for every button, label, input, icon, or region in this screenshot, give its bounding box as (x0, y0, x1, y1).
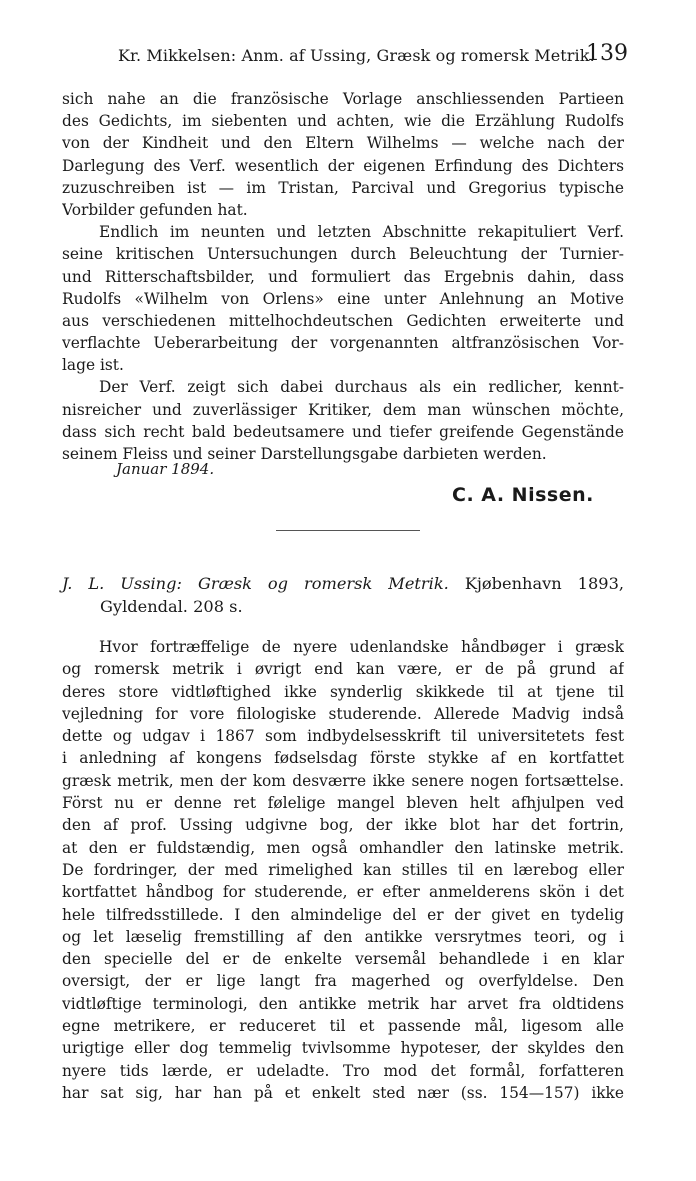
heading-title: Græsk og romersk Metrik. (197, 574, 449, 593)
text-line: Darlegung des Verf. wesentlich der eigenen Erfindung des Dichters (62, 156, 624, 175)
text-line: dass sich recht bald bedeutsamere und tiefer greifende Gegenstände (62, 422, 624, 441)
text-line: i anledning af kongens fødselsdag förste stykke af en kortfattet (62, 749, 624, 768)
text-line: De fordringer, der med rimelighed kan stilles til en lærebog eller (62, 860, 624, 879)
text-line: oversigt, der er lige langt fra magerhed og overfyldelse. Den (62, 972, 624, 991)
text-line: Rudolfs «Wilhelm von Orlens» eine unter Anlehnung an Motive (62, 289, 624, 308)
text-line: hele tilfredsstillede. I den almindelige del er der givet en tydelig (62, 905, 624, 924)
review-date: Januar 1894. (116, 460, 215, 478)
text-line: des Gedichts, im siebenten und achten, wie die Erzählung Rudolfs (62, 112, 624, 131)
page-number: 139 (586, 41, 628, 66)
heading-place: Kjøbenhavn 1893, (464, 574, 625, 593)
text-line: den af prof. Ussing udgivne bog, der ikke blot har det fortrin, (62, 816, 624, 835)
text-line: Endlich im neunten und letzten Abschnitte rekapituliert Verf. (99, 223, 624, 242)
text-line: græsk metrik, men der kom desværre ikke senere nogen fortsættelse. (62, 771, 624, 790)
text-line: nisreicher und zuverlässiger Kritiker, dem man wünschen möchte, (62, 400, 624, 419)
text-line: egne metrikere, er reduceret til et passende mål, ligesom alle (62, 1017, 624, 1036)
text-line: vejledning for vore filologiske studerende. Allerede Madvig indså (62, 704, 624, 723)
section-divider (276, 530, 420, 531)
text-line: Först nu er denne ret følelige mangel bleven helt afhjulpen ved (62, 794, 624, 813)
heading-author: J. L. Ussing: (62, 574, 182, 593)
previous-review-text (62, 88, 624, 465)
review-heading (62, 572, 624, 618)
text-line: lage ist. (62, 356, 124, 375)
text-line: nyere tids lærde, er udeladte. Tro mod det formål, forfatteren (62, 1061, 624, 1080)
review-body (62, 636, 624, 1104)
text-line: og let læselig fremstilling af den antikke versrytmes teori, og i (62, 927, 624, 946)
text-line: har sat sig, har han på et enkelt sted nær (ss. 154—157) ikke (62, 1083, 624, 1102)
heading-publisher: Gyldendal. 208 s. (100, 597, 243, 616)
text-line: kortfattet håndbog for studerende, er efter anmelderens skön i det (62, 883, 624, 902)
text-line: seine kritischen Untersuchungen durch Beleuchtung der Turnier- (62, 245, 624, 264)
text-line: zuzuschreiben ist — im Tristan, Parcival und Gregorius typische (62, 178, 624, 197)
text-line: urigtige eller dog temmelig tvivlsomme hypoteser, der skyldes den (62, 1039, 624, 1058)
text-line: deres store vidtløftighed ikke synderlig skikkede til at tjene til (62, 682, 624, 701)
text-line: den specielle del er de enkelte versemål behandlede i en klar (62, 950, 624, 969)
text-line: verflachte Ueberarbeitung der vorgenannten altfranzösischen Vor- (62, 334, 624, 353)
text-line: vidtløftige terminologi, den antikke metrik har arvet fra oldtidens (62, 994, 624, 1013)
text-line: aus verschiedenen mittelhochdeutschen Gedichten erweiterte und (62, 311, 624, 330)
text-line: dette og udgav i 1867 som indbydelsesskrift til universitetets fest (62, 727, 624, 746)
reviewer-signature: C. A. Nissen. (452, 484, 594, 506)
text-line: at den er fuldstændig, men også omhandler den latinske metrik. (62, 838, 624, 857)
text-line: Vorbilder gefunden hat. (62, 200, 248, 219)
text-line: sich nahe an die französische Vorlage anschliessenden Partieen (62, 90, 624, 108)
text-line: und Ritterschaftsbilder, und formuliert das Ergebnis dahin, dass (62, 267, 624, 286)
text-line: von der Kindheit und den Eltern Wilhelms — welche nach der (62, 134, 624, 153)
text-line: Der Verf. zeigt sich dabei durchaus als ein redlicher, kennt- (99, 378, 624, 397)
text-line: og romersk metrik i øvrigt end kan være, er de på grund af (62, 660, 624, 679)
running-head-title: Kr. Mikkelsen: Anm. af Ussing, Græsk og romersk Metrik. (118, 46, 595, 65)
text-line: seinem Fleiss und seiner Darstellungsgabe darbieten werden. (62, 445, 547, 463)
text-line: Hvor fortræffelige de nyere udenlandske håndbøger i græsk (99, 638, 624, 656)
